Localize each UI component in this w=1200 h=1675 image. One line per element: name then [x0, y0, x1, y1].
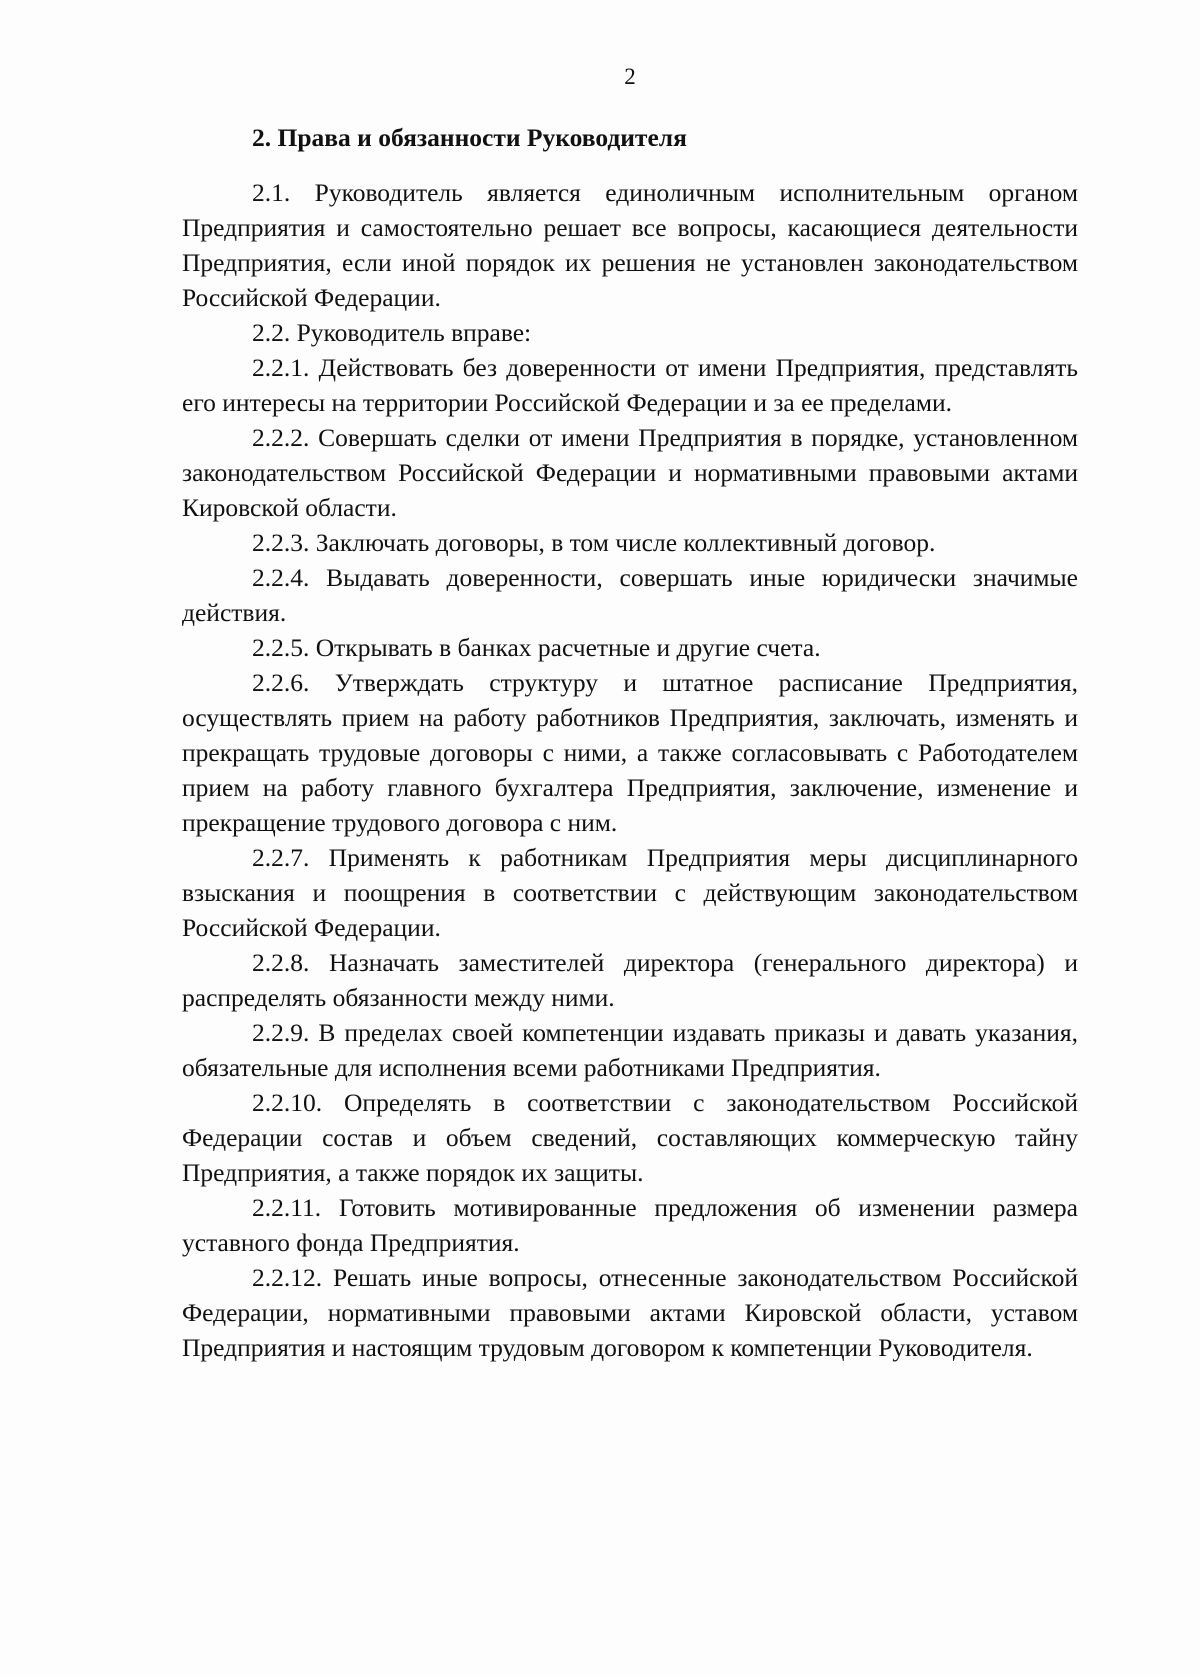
paragraph-2-2-11: 2.2.11. Готовить мотивированные предложения об изменении размера уставного фонда Предприятия. — [182, 1193, 1078, 1257]
paragraph-2-2-4: 2.2.4. Выдавать доверенности, совершать иные юридически значимые действия. — [182, 563, 1078, 627]
page-number: 2 — [624, 64, 636, 89]
paragraph-2-2-8: 2.2.8. Назначать заместителей директора (генерального директора) и распределять обязанности между ними. — [182, 948, 1078, 1012]
paragraph-2-2-6: 2.2.6. Утверждать структуру и штатное расписание Предприятия, осуществлять прием на работу работников Предприятия, заключать, изменять и прекращать трудовые договоры с ними, а также согласовывать с Работодателем прием на работу главного бухгалтера Предприятия, заключение, изменение и прекращение трудового договора с ним. — [182, 668, 1078, 837]
paragraph-2-2-9: 2.2.9. В пределах своей компетенции издавать приказы и давать указания, обязательные для исполнения всеми работниками Предприятия. — [182, 1018, 1078, 1082]
paragraph-2-2-7: 2.2.7. Применять к работникам Предприятия меры дисциплинарного взыскания и поощрения в соответствии с действующим законодательством Российской Федерации. — [182, 843, 1078, 942]
paragraph-2-1: 2.1. Руководитель является единоличным исполнительным органом Предприятия и самостоятельно решает все вопросы, касающиеся деятельности Предприятия, если иной порядок их решения не установлен законодательством Российской Федерации. — [182, 178, 1078, 312]
paragraph-2-2: 2.2. Руководитель вправе: — [252, 318, 532, 347]
paragraph-2-2-10: 2.2.10. Определять в соответствии с законодательством Российской Федерации состав и объем сведений, составляющих коммерческую тайну Предприятия, а также порядок их защиты. — [182, 1088, 1078, 1187]
paragraph-2-2-2: 2.2.2. Совершать сделки от имени Предприятия в порядке, установленном законодательством Российской Федерации и нормативными правовыми актами Кировской области. — [182, 423, 1078, 522]
section-heading: 2. Права и обязанности Руководителя — [252, 123, 687, 152]
paragraph-2-2-3: 2.2.3. Заключать договоры, в том числе коллективный договор. — [252, 528, 936, 557]
paragraph-2-2-5: 2.2.5. Открывать в банках расчетные и другие счета. — [252, 633, 821, 662]
document-body — [182, 120, 1078, 1365]
paragraph-2-2-1: 2.2.1. Действовать без доверенности от имени Предприятия, представлять его интересы на территории Российской Федерации и за ее пределами. — [182, 353, 1078, 417]
paragraph-2-2-12: 2.2.12. Решать иные вопросы, отнесенные законодательством Российской Федерации, нормативными правовыми актами Кировской области, уставом Предприятия и настоящим трудовым договором к компетенции Руководителя. — [182, 1263, 1078, 1362]
